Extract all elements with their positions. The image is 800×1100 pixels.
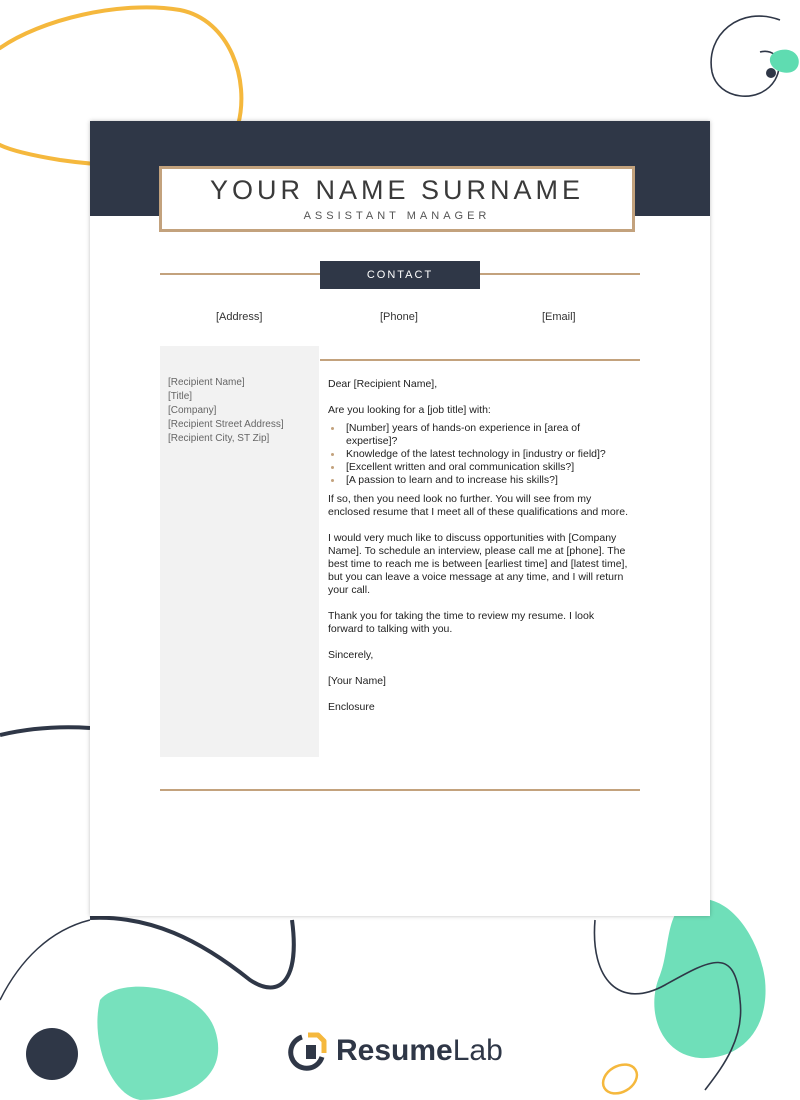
contact-phone: [Phone] <box>380 311 418 323</box>
navy-loop-top-right <box>711 16 780 96</box>
letter-paragraph-3: Thank you for taking the time to review my resume. I look forward to talking with you. <box>328 610 595 635</box>
job-title: ASSISTANT MANAGER <box>303 210 491 222</box>
full-name: YOUR NAME SURNAME <box>209 175 585 205</box>
letter-closing: Sincerely, <box>328 649 374 661</box>
cover-letter-page <box>90 121 710 916</box>
list-item: [Number] years of hands-on experience in [area of expertise]? <box>346 422 628 448</box>
contact-address: [Address] <box>216 311 263 323</box>
navy-curve-bottom-right <box>594 920 740 1090</box>
recipient-street: [Recipient Street Address] <box>168 419 284 430</box>
navy-line-left <box>0 727 90 735</box>
recipient-block <box>168 376 284 446</box>
letter-paragraph-2: I would very much like to discuss opportunities with [Company Name]. To schedule an interview, please call me at [phone]. The best time to reach me is between [earliest time] and [latest time], but you can leave a voice message at any time, and I will return your call. <box>328 532 628 596</box>
name-box <box>159 166 635 232</box>
letter-paragraph-1: If so, then you need look no further. You will see from my enclosed resume that I meet all of these qualifications and more. <box>328 493 628 518</box>
yellow-ring-bottom-right <box>598 1059 642 1100</box>
bottom-rule <box>160 789 640 791</box>
recipient-title: [Title] <box>168 391 193 402</box>
resumelab-logo <box>288 1028 503 1074</box>
letter-enclosure: Enclosure <box>328 701 375 713</box>
contact-label: CONTACT <box>320 261 480 289</box>
list-item: Knowledge of the latest technology in [industry or field]? <box>346 448 628 461</box>
letter-signature: [Your Name] <box>328 675 386 687</box>
resumelab-wordmark <box>336 1034 503 1068</box>
recipient-sidebar <box>160 346 319 757</box>
navy-curve-bottom-left <box>90 918 294 988</box>
resumelab-logo-icon <box>288 1031 328 1071</box>
recipient-name: [Recipient Name] <box>168 377 245 388</box>
contact-rule-left <box>160 273 320 275</box>
navy-dot-top-right <box>766 68 776 78</box>
list-item: [Excellent written and oral communication skills?] <box>346 461 628 474</box>
mint-blob-top-right <box>770 50 799 73</box>
recipient-city: [Recipient City, ST Zip] <box>168 433 270 444</box>
navy-curve-left-edge <box>0 920 90 1000</box>
letter-body <box>328 378 628 727</box>
mint-blob-bottom-right <box>654 899 765 1058</box>
letter-top-rule <box>320 359 640 361</box>
wordmark-lab: Lab <box>452 1034 503 1067</box>
qualification-list <box>328 422 628 487</box>
letter-intro: Are you looking for a [job title] with: <box>328 404 491 416</box>
wordmark-resume: Resume <box>336 1034 453 1067</box>
letter-greeting: Dear [Recipient Name], <box>328 378 438 390</box>
mint-blob-bottom-left <box>97 987 218 1100</box>
contact-email: [Email] <box>542 311 576 323</box>
list-item: [A passion to learn and to increase his skills?] <box>346 474 628 487</box>
navy-circle-bottom-left <box>26 1028 78 1080</box>
contact-rule-right <box>480 273 640 275</box>
recipient-company: [Company] <box>168 405 217 416</box>
